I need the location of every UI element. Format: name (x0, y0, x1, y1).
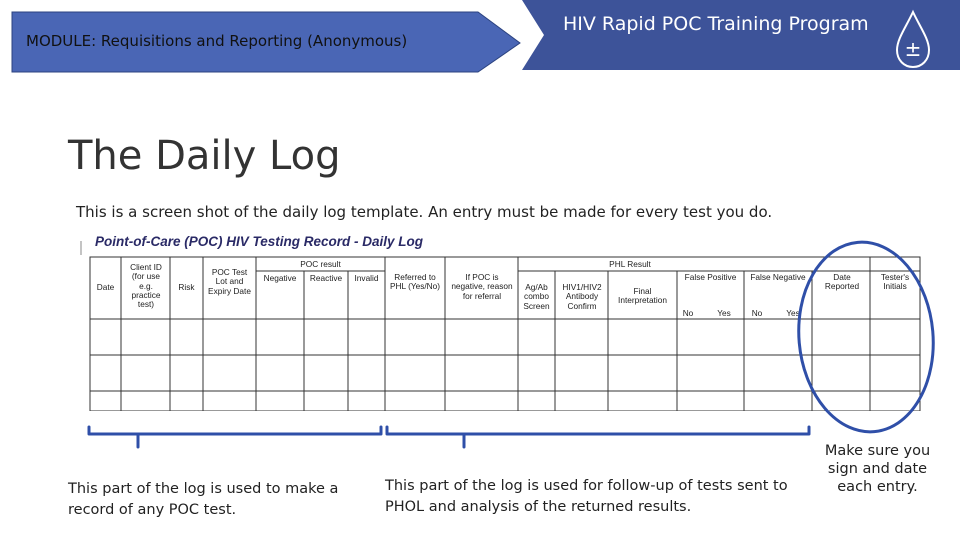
col-date-reported: Date Reported (824, 272, 860, 292)
col-date: Date (96, 282, 115, 292)
col-fn-yes: Yes (786, 308, 800, 318)
intro-text: This is a screen shot of the daily log template. An entry must be made for every test you do. (76, 203, 773, 221)
note-sign-date: Make sure you sign and date each entry. (824, 443, 931, 495)
col-reactive: Reactive (309, 273, 343, 283)
note-poc-record: This part of the log is used to make a record of any POC test. (68, 481, 339, 518)
col-fp-no: No (682, 308, 694, 318)
program-title: HIV Rapid POC Training Program (563, 13, 869, 35)
page-title: The Daily Log (68, 133, 341, 179)
col-risk: Risk (178, 282, 195, 292)
col-initials: Tester's Initials (880, 272, 910, 292)
col-poc-lot: POC Test Lot and Expiry Date (208, 267, 251, 296)
log-grid (75, 231, 940, 411)
module-label: MODULE: Requisitions and Reporting (Anonymous) (26, 32, 408, 50)
col-invalid: Invalid (354, 273, 379, 283)
col-final: Final Interpretation (618, 286, 667, 306)
middle-bracket (387, 427, 809, 447)
daily-log-screenshot (75, 231, 940, 411)
drop-glyph: ± (904, 37, 922, 61)
col-false-negative: False Negative (750, 272, 806, 282)
col-agab: Ag/Ab combo Screen (523, 282, 550, 311)
col-hiv12: HIV1/HIV2 Antibody Confirm (562, 282, 602, 311)
note-follow-up: This part of the log is used for follow-up of tests sent to PHOL and analysis of the returned results. (385, 478, 788, 515)
col-referred: Referred to PHL (Yes/No) (389, 272, 441, 292)
col-client-id: Client ID (for use e.g. practice test) (130, 262, 162, 310)
col-phl-result: PHL Result (609, 259, 651, 269)
col-fn-no: No (751, 308, 763, 318)
blood-drop-plus-minus-icon (892, 9, 934, 69)
col-negative: Negative (263, 273, 297, 283)
col-fp-yes: Yes (717, 308, 731, 318)
log-title: Point-of-Care (POC) HIV Testing Record - Daily Log (95, 234, 424, 249)
col-if-poc: If POC is negative, reason for referral (451, 272, 513, 301)
header-banner (0, 0, 960, 75)
col-poc-result: POC result (300, 259, 341, 269)
col-false-positive: False Positive (684, 272, 737, 282)
left-bracket (89, 427, 381, 447)
